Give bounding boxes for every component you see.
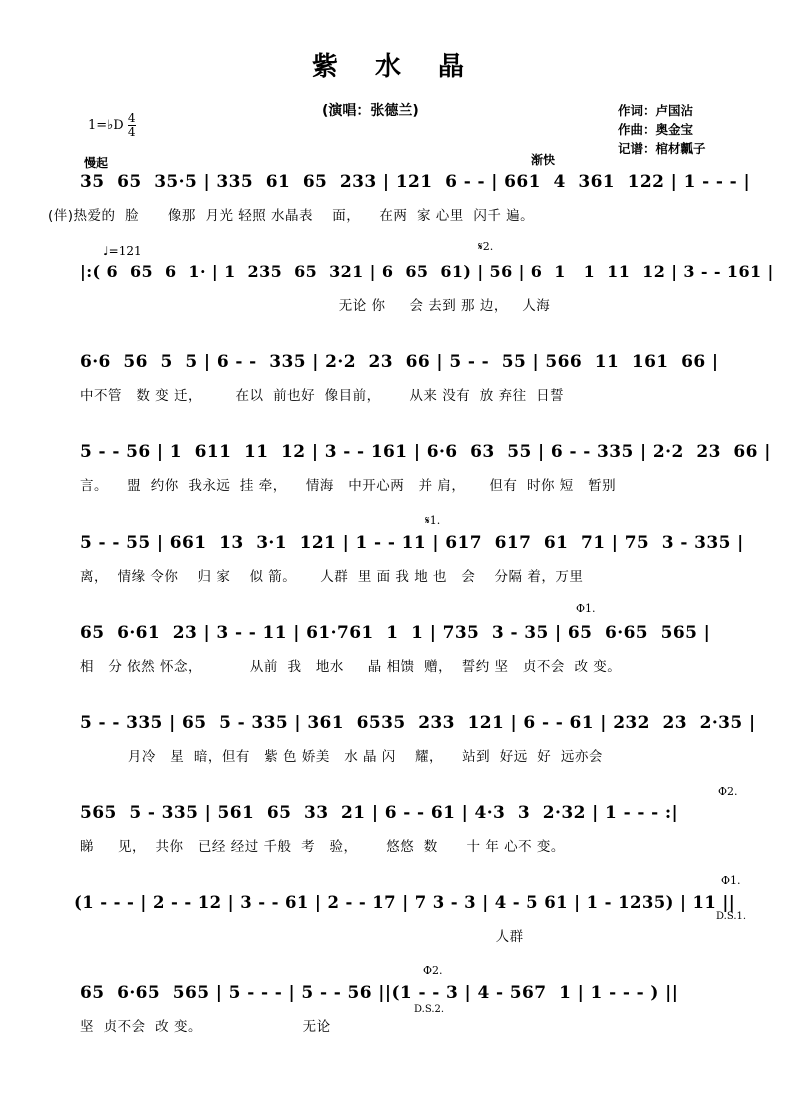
time-top: 4	[127, 111, 136, 125]
lyrics-line-1: (伴)热爱的 脸 像那 月光 轻照 水晶表 面， 在两 家 心里 闪千 遍。	[48, 208, 535, 224]
key-prefix: 1=	[88, 118, 108, 133]
metronome-mark: ♩=121	[103, 244, 142, 258]
notes-line-4: 5 - - 56 | 1 611 11 12 | 3 - - 161 | 6·6 63 55 | 6 - - 335 | 2·2 23 66 |	[80, 442, 771, 462]
lyrics-line-5: 离， 情缘 令你 归 家 似 箭。 人群 里 面 我 地 也 会 分隔 着，万里	[80, 569, 584, 585]
notes-line-6: 65 6·61 23 | 3 - - 11 | 61·761 1 1 | 735 3 - 35 | 65 6·65 565 |	[80, 623, 711, 643]
key-symbol: ♭D	[107, 118, 124, 133]
transcriber-credit: 记谱：棺材瓤子	[618, 141, 706, 156]
notes-line-8: 565 5 - 335 | 561 65 33 21 | 6 - - 61 | 4·3 3 2·32 | 1 - - - :|	[80, 803, 679, 823]
lyrics-line-2: 无论 你 会 去到 那 边， 人海	[80, 298, 551, 314]
lyrics-line-8: 睇 见， 共你 已经 经过 千般 考 验， 悠悠 数 十 年 心不 变。	[80, 839, 565, 855]
notes-line-2: |:( 6 65 6 1· | 1 235 65 321 | 6 65 61) | 56 | 6 1 1 11 12 | 3 - - 161 |	[80, 262, 774, 281]
lyrics-line-7: 月冷 星 暗，但有 紫 色 娇美 水 晶 闪 耀， 站到 好远 好 远亦会	[80, 749, 603, 765]
notes-line-5: 5 - - 55 | 661 13 3·1 121 | 1 - - 11 | 617 617 61 71 | 75 3 - 335 |	[80, 533, 744, 553]
time-bottom: 4	[127, 125, 136, 139]
coda-1b-mark: Φ1.	[721, 874, 741, 887]
ds2-mark: D.S.2.	[414, 1004, 445, 1015]
notes-line-9: (1 - - - | 2 - - 12 | 3 - - 61 | 2 - - 17 | 7 3 - 3 | 4 - 5 61 | 1 - 1235) | 11 ||	[74, 893, 736, 912]
time-signature	[128, 112, 136, 139]
coda-1-mark: Φ1.	[576, 602, 596, 615]
coda-2b-mark: Φ2.	[423, 964, 443, 977]
tempo-faster: 渐快	[531, 153, 556, 167]
ds1-mark: D.S.1.	[716, 911, 747, 922]
lyricist-credit: 作词：卢国沾	[618, 103, 694, 118]
lyrics-line-10: 坚 贞不会 改 变。 无论	[80, 1019, 331, 1035]
notes-line-7: 5 - - 335 | 65 5 - 335 | 361 6535 233 121 | 6 - - 61 | 232 23 2·35 |	[80, 713, 756, 733]
key-signature	[88, 112, 136, 139]
notes-line-3: 6·6 56 5 5 | 6 - - 335 | 2·2 23 66 | 5 - - 55 | 566 11 161 66 |	[80, 352, 719, 372]
song-title: 紫 水 晶	[311, 52, 479, 82]
lyrics-line-9: 人群	[74, 929, 524, 945]
coda-2-mark: Φ2.	[718, 785, 738, 798]
notes-line-1: 35 65 35·5 | 335 61 65 233 | 121 6 - - | 661 4 361 122 | 1 - - - |	[80, 172, 751, 192]
lyrics-line-6: 相 分 依然 怀念， 从前 我 地水 晶 相馈 赠， 誓约 坚 贞不会 改 变。	[80, 659, 622, 675]
notes-line-10: 65 6·65 565 | 5 - - - | 5 - - 56 ||(1 - - 3 | 4 - 567 1 | 1 - - - ) ||	[80, 983, 679, 1003]
tempo-intro: 慢起	[84, 156, 109, 170]
segno-2-mark: 𝄋2.	[478, 240, 494, 253]
composer-credit: 作曲：奥金宝	[618, 122, 694, 137]
lyrics-line-4: 言。 盟 约你 我永远 挂 牵， 情海 中开心两 并 肩， 但有 时你 短 暂别	[80, 478, 617, 494]
singer-credit: (演唱：张德兰)	[322, 103, 419, 119]
segno-1-mark: 𝄋1.	[425, 514, 441, 527]
lyrics-line-3: 中不管 数 变 迁， 在以 前也好 像目前， 从来 没有 放 弃往 日誓	[80, 388, 565, 404]
